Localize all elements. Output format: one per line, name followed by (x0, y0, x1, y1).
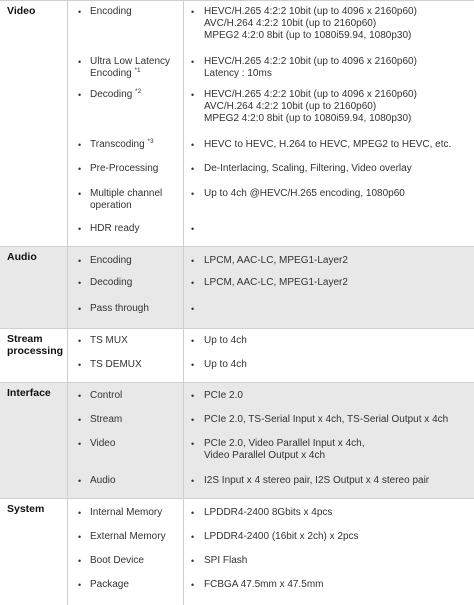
bullet-icon: • (191, 439, 195, 449)
bullet-icon: • (191, 189, 195, 199)
column-divider (67, 329, 68, 383)
feature-value: PCIe 2.0, Video Parallel Input x 4ch, Video Parallel Output x 4ch (204, 438, 365, 461)
section-heading: Audio (7, 251, 37, 263)
feature-value: LPCM, AAC-LC, MPEG1-Layer2 (204, 277, 348, 288)
bullet-icon: • (78, 391, 82, 401)
feature-label: External Memory (90, 531, 166, 542)
feature-label: Transcoding $^{*3}$ (90, 138, 154, 150)
bullet-icon: • (78, 189, 82, 199)
feature-label: Control (90, 390, 123, 401)
feature-value: LPDDR4-2400 (16bit x 2ch) x 2pcs (204, 531, 359, 542)
bullet-icon: • (191, 556, 195, 566)
feature-label: Boot Device (90, 555, 144, 566)
section-heading: Stream processing (7, 333, 64, 357)
column-divider (183, 383, 184, 499)
bullet-icon: • (191, 532, 195, 542)
bullet-icon: • (78, 304, 82, 314)
feature-value: FCBGA 47.5mm x 47.5mm (204, 579, 324, 590)
bullet-icon: • (191, 476, 195, 486)
footnote-marker: *2 (135, 88, 142, 95)
feature-label: Multiple channel operation (90, 188, 163, 211)
section-interface (0, 382, 474, 499)
bullet-icon: • (191, 580, 195, 590)
bullet-icon: • (191, 278, 195, 288)
feature-value: De-Interlacing, Scaling, Filtering, Video overlay (204, 163, 412, 174)
feature-label: Audio (90, 475, 116, 486)
bullet-icon: • (78, 256, 82, 266)
feature-label: HDR ready (90, 223, 140, 234)
bullet-icon: • (78, 360, 82, 370)
feature-label: Decoding (90, 277, 133, 288)
bullet-icon: • (191, 360, 195, 370)
feature-label: Decoding $^{*2}$ (90, 88, 142, 100)
bullet-icon: • (191, 140, 195, 150)
bullet-icon: • (78, 7, 82, 17)
bullet-icon: • (191, 7, 195, 17)
feature-value: PCIe 2.0, TS-Serial Input x 4ch, TS-Serial Output x 4ch (204, 414, 449, 425)
bullet-icon: • (191, 164, 195, 174)
bullet-icon: • (78, 439, 82, 449)
bullet-icon: • (191, 256, 195, 266)
column-divider (183, 329, 184, 383)
bullet-icon: • (78, 57, 82, 67)
feature-value: HEVC/H.265 4:2:2 10bit (up to 4096 x 2160p60) Latency : 10ms (204, 56, 417, 79)
feature-label: Video (90, 438, 116, 449)
bullet-icon: • (78, 164, 82, 174)
feature-value: LPDDR4-2400 8Gbits x 4pcs (204, 507, 333, 518)
footnote-marker: *3 (147, 138, 154, 145)
bullet-icon: • (191, 224, 195, 234)
column-divider (67, 1, 68, 247)
feature-value: Up to 4ch @HEVC/H.265 encoding, 1080p60 (204, 188, 405, 199)
feature-value: HEVC/H.265 4:2:2 10bit (up to 4096 x 2160p60) AVC/H.264 4:2:2 10bit (up to 2160p60) MPEG2 4:2:0 8bit (up to 1080i59.94, 1080p30) (204, 6, 417, 41)
feature-label: Encoding (90, 255, 132, 266)
bullet-icon: • (191, 415, 195, 425)
bullet-icon: • (78, 224, 82, 234)
bullet-icon: • (78, 580, 82, 590)
column-divider (67, 247, 68, 329)
section-heading: Interface (7, 387, 51, 399)
bullet-icon: • (191, 391, 195, 401)
feature-value: HEVC to HEVC, H.264 to HEVC, MPEG2 to HEVC, etc. (204, 139, 452, 150)
bullet-icon: • (78, 336, 82, 346)
feature-label: Pre-Processing (90, 163, 159, 174)
feature-value: I2S Input x 4 stereo pair, I2S Output x 4 stereo pair (204, 475, 430, 486)
bullet-icon: • (191, 57, 195, 67)
feature-label: TS DEMUX (90, 359, 142, 370)
bullet-icon: • (191, 304, 195, 314)
section-audio (0, 246, 474, 329)
bullet-icon: • (78, 415, 82, 425)
feature-value: Up to 4ch (204, 335, 247, 346)
feature-label: Internal Memory (90, 507, 163, 518)
bullet-icon: • (78, 556, 82, 566)
bullet-icon: • (78, 278, 82, 288)
column-divider (67, 499, 68, 605)
feature-label: TS MUX (90, 335, 128, 346)
bullet-icon: • (191, 336, 195, 346)
footnote-marker: *1 (134, 67, 141, 74)
column-divider (183, 499, 184, 605)
bullet-icon: • (78, 508, 82, 518)
bullet-icon: • (191, 90, 195, 100)
feature-value: SPI Flash (204, 555, 248, 566)
bullet-icon: • (78, 532, 82, 542)
section-heading: System (7, 503, 45, 515)
section-stream-processing (0, 328, 474, 383)
feature-value: LPCM, AAC-LC, MPEG1-Layer2 (204, 255, 348, 266)
feature-label: Encoding (90, 6, 132, 17)
bullet-icon: • (191, 508, 195, 518)
section-system (0, 498, 474, 605)
column-divider (183, 1, 184, 247)
feature-value: Up to 4ch (204, 359, 247, 370)
feature-label: Ultra Low Latency Encoding $^{*1}$ (90, 56, 171, 79)
bullet-icon: • (78, 140, 82, 150)
feature-value: HEVC/H.265 4:2:2 10bit (up to 4096 x 2160p60) AVC/H.264 4:2:2 10bit (up to 2160p60) MPEG2 4:2:0 8bit (up to 1080i59.94, 1080p30) (204, 89, 417, 124)
bullet-icon: • (78, 90, 82, 100)
feature-label: Pass through (90, 303, 149, 314)
column-divider (67, 383, 68, 499)
column-divider (183, 247, 184, 329)
feature-label: Package (90, 579, 129, 590)
feature-value: PCIe 2.0 (204, 390, 243, 401)
section-heading: Video (7, 5, 36, 17)
section-video (0, 0, 474, 247)
feature-label: Stream (90, 414, 123, 425)
bullet-icon: • (78, 476, 82, 486)
